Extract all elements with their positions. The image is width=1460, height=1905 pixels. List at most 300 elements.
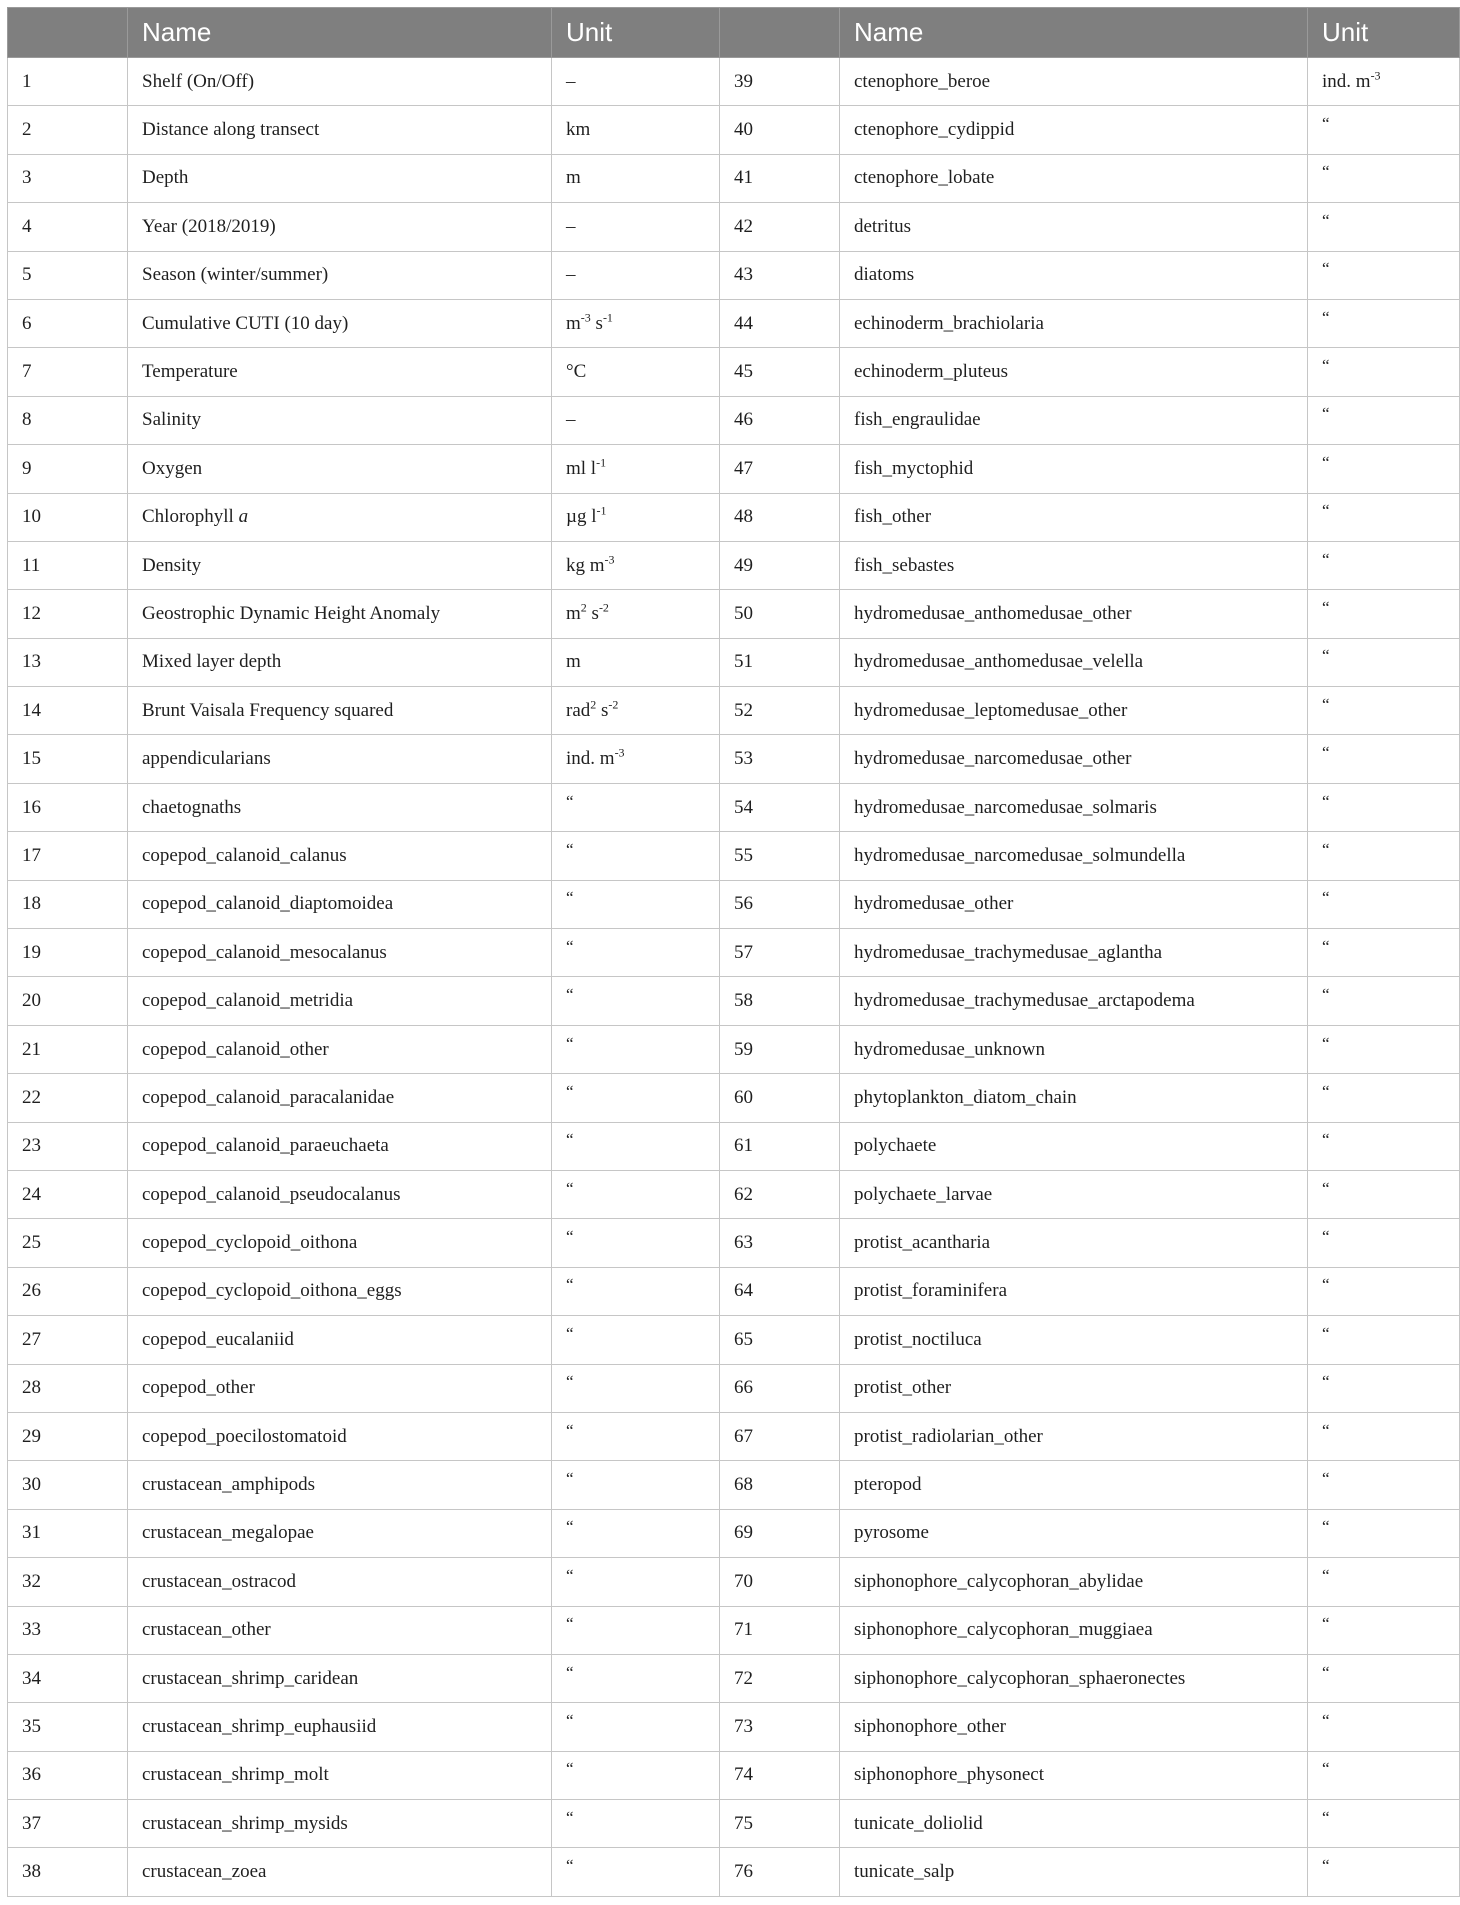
row-index-right: 39 <box>720 58 840 106</box>
variable-name-left <box>128 1848 552 1896</box>
variable-name-right <box>840 1122 1308 1170</box>
variable-name-text: detritus <box>854 215 911 237</box>
unit-superscript: -3 <box>580 310 591 325</box>
table-row <box>8 1364 1460 1412</box>
variable-name-text: copepod_calanoid_metridia <box>142 990 354 1012</box>
variable-name-right <box>840 1267 1308 1315</box>
variable-name-text: Distance along transect <box>142 119 320 141</box>
variable-unit-right <box>1308 1267 1460 1315</box>
unit-text: “ <box>1322 1372 1330 1392</box>
row-index-left: 3 <box>8 154 128 202</box>
variable-unit-right <box>1308 1558 1460 1606</box>
variable-unit-left <box>552 880 720 928</box>
variables-table-container <box>7 7 1459 1897</box>
variable-name-left <box>128 638 552 686</box>
unit-text: “ <box>1322 888 1330 908</box>
variable-name-text: ctenophore_cydippid <box>854 119 1015 141</box>
variable-name-text: siphonophore_other <box>854 1715 1006 1737</box>
variable-name-text: ctenophore_lobate <box>854 167 995 189</box>
variable-name-text: crustacean_shrimp_mysids <box>142 1812 348 1834</box>
unit-text: km <box>566 119 591 141</box>
variable-unit-left <box>552 977 720 1025</box>
variable-unit-right <box>1308 590 1460 638</box>
variable-name-right <box>840 1170 1308 1218</box>
table-row <box>8 445 1460 493</box>
variable-name-left <box>128 348 552 396</box>
row-index-left: 7 <box>8 348 128 396</box>
variable-name-text: copepod_calanoid_diaptomoidea <box>142 893 394 915</box>
row-index-right: 44 <box>720 299 840 347</box>
row-index-right: 76 <box>720 1848 840 1896</box>
variable-name-left <box>128 1025 552 1073</box>
variable-unit-right <box>1308 1703 1460 1751</box>
unit-text: “ <box>566 1178 574 1198</box>
variable-name-text: crustacean_zoea <box>142 1861 267 1883</box>
row-index-left: 28 <box>8 1364 128 1412</box>
variable-name-left <box>128 1122 552 1170</box>
variable-name-right <box>840 1074 1308 1122</box>
table-row <box>8 1606 1460 1654</box>
variable-name-text: hydromedusae_anthomedusae_velella <box>854 651 1144 673</box>
variable-unit-left <box>552 832 720 880</box>
row-index-left: 20 <box>8 977 128 1025</box>
unit-superscript: 2 <box>580 600 587 615</box>
variable-name-text: copepod_calanoid_mesocalanus <box>142 941 387 963</box>
variable-unit-right <box>1308 1800 1460 1848</box>
variable-name-right <box>840 1509 1308 1557</box>
variable-unit-right <box>1308 106 1460 154</box>
variable-name-right <box>840 396 1308 444</box>
variable-unit-right <box>1308 687 1460 735</box>
variable-name-left <box>128 493 552 541</box>
variable-name-text: Year (2018/2019) <box>142 215 276 237</box>
table-row <box>8 1219 1460 1267</box>
row-index-left: 33 <box>8 1606 128 1654</box>
unit-text: “ <box>1322 1033 1330 1053</box>
variable-unit-left <box>552 58 720 106</box>
variable-name-left <box>128 590 552 638</box>
table-row <box>8 493 1460 541</box>
unit-text: “ <box>1322 1565 1330 1585</box>
row-index-right: 48 <box>720 493 840 541</box>
variable-name-right <box>840 1751 1308 1799</box>
variable-unit-right <box>1308 348 1460 396</box>
variable-unit-left <box>552 1558 720 1606</box>
variable-name-text: protist_acantharia <box>854 1232 991 1254</box>
variable-name-right <box>840 541 1308 589</box>
row-index-left: 6 <box>8 299 128 347</box>
variable-name-right <box>840 445 1308 493</box>
variable-name-text: echinoderm_brachiolaria <box>854 312 1044 334</box>
variable-name-left <box>128 541 552 589</box>
row-index-left: 37 <box>8 1800 128 1848</box>
variable-name-left <box>128 1267 552 1315</box>
row-index-right: 55 <box>720 832 840 880</box>
variable-name-left <box>128 1170 552 1218</box>
unit-text: kg m <box>566 554 605 576</box>
variable-name-text: siphonophore_physonect <box>854 1764 1044 1786</box>
row-index-left: 15 <box>8 735 128 783</box>
variable-name-left <box>128 832 552 880</box>
variable-unit-left <box>552 445 720 493</box>
variable-unit-right <box>1308 638 1460 686</box>
variable-name-text: copepod_calanoid_paracalanidae <box>142 1086 395 1108</box>
table-row <box>8 299 1460 347</box>
table-row <box>8 1267 1460 1315</box>
table-row <box>8 1461 1460 1509</box>
unit-text: “ <box>566 936 574 956</box>
row-index-left: 38 <box>8 1848 128 1896</box>
row-index-right: 40 <box>720 106 840 154</box>
unit-text: m <box>566 312 581 334</box>
variable-unit-left <box>552 541 720 589</box>
variable-unit-left <box>552 1800 720 1848</box>
variable-name-left <box>128 929 552 977</box>
unit-text: ml l <box>566 457 597 479</box>
variable-name-text: copepod_calanoid_pseudocalanus <box>142 1183 401 1205</box>
variable-name-text: Mixed layer depth <box>142 651 282 673</box>
row-index-right: 52 <box>720 687 840 735</box>
unit-text: “ <box>1322 452 1330 472</box>
variable-name-right <box>840 1316 1308 1364</box>
row-index-left: 31 <box>8 1509 128 1557</box>
row-index-left: 24 <box>8 1170 128 1218</box>
table-row <box>8 541 1460 589</box>
header-index-right <box>720 8 840 58</box>
variable-unit-left <box>552 590 720 638</box>
row-index-left: 23 <box>8 1122 128 1170</box>
variable-name-text: fish_sebastes <box>854 554 955 576</box>
variable-name-text: ctenophore_beroe <box>854 70 991 92</box>
variable-unit-left <box>552 106 720 154</box>
variable-name-text: pyrosome <box>854 1522 929 1544</box>
variable-name-right <box>840 1606 1308 1654</box>
unit-text: “ <box>566 1856 574 1876</box>
variable-name-text: hydromedusae_narcomedusae_solmaris <box>854 796 1157 818</box>
variable-name-right <box>840 1848 1308 1896</box>
unit-text: “ <box>566 1275 574 1295</box>
variable-name-text: siphonophore_calycophoran_abylidae <box>854 1570 1144 1592</box>
unit-text: “ <box>566 791 574 811</box>
variable-unit-left <box>552 1848 720 1896</box>
row-index-right: 58 <box>720 977 840 1025</box>
variable-unit-right <box>1308 1461 1460 1509</box>
row-index-left: 22 <box>8 1074 128 1122</box>
table-row <box>8 1122 1460 1170</box>
variable-name-right <box>840 154 1308 202</box>
variable-unit-left <box>552 1412 720 1460</box>
unit-text: “ <box>1322 1081 1330 1101</box>
variable-unit-left <box>552 1461 720 1509</box>
variable-unit-right <box>1308 1074 1460 1122</box>
row-index-left: 11 <box>8 541 128 589</box>
variable-name-text: protist_noctiluca <box>854 1328 982 1350</box>
unit-superscript: 2 <box>590 697 597 712</box>
variable-name-right <box>840 1800 1308 1848</box>
variable-name-text: hydromedusae_anthomedusae_other <box>854 602 1132 624</box>
unit-superscript-2: -2 <box>598 600 609 615</box>
variable-name-text: phytoplankton_diatom_chain <box>854 1086 1077 1108</box>
unit-superscript: -3 <box>614 745 625 760</box>
unit-text: – <box>566 409 576 431</box>
unit-text: “ <box>566 1420 574 1440</box>
row-index-right: 49 <box>720 541 840 589</box>
row-index-left: 1 <box>8 58 128 106</box>
unit-text: “ <box>1322 1323 1330 1343</box>
row-index-right: 75 <box>720 1800 840 1848</box>
unit-text: “ <box>1322 1710 1330 1730</box>
unit-text: “ <box>566 1710 574 1730</box>
table-body <box>8 58 1460 1897</box>
variable-name-text: diatoms <box>854 264 915 286</box>
row-index-left: 2 <box>8 106 128 154</box>
variable-name-text: crustacean_amphipods <box>142 1474 316 1496</box>
variable-unit-right <box>1308 493 1460 541</box>
unit-superscript-2: -1 <box>602 310 613 325</box>
variable-name-text: polychaete <box>854 1135 937 1157</box>
row-index-right: 54 <box>720 783 840 831</box>
table-header-row <box>8 8 1460 58</box>
unit-text: “ <box>1322 1614 1330 1634</box>
variable-name-left <box>128 1364 552 1412</box>
variable-name-italic: a <box>238 506 249 528</box>
variable-name-text: tunicate_salp <box>854 1861 955 1883</box>
variable-name-text: crustacean_shrimp_molt <box>142 1764 329 1786</box>
unit-superscript: -1 <box>596 455 607 470</box>
row-index-right: 41 <box>720 154 840 202</box>
variable-name-right <box>840 348 1308 396</box>
table-row <box>8 977 1460 1025</box>
unit-text: “ <box>1322 1130 1330 1150</box>
unit-text: “ <box>1322 936 1330 956</box>
unit-text: “ <box>566 1130 574 1150</box>
table-row <box>8 1412 1460 1460</box>
row-index-left: 14 <box>8 687 128 735</box>
unit-superscript: -1 <box>596 503 607 518</box>
row-index-left: 4 <box>8 203 128 251</box>
table-row <box>8 1558 1460 1606</box>
table-row <box>8 783 1460 831</box>
variable-unit-right <box>1308 1509 1460 1557</box>
row-index-right: 42 <box>720 203 840 251</box>
variable-name-left <box>128 735 552 783</box>
table-row <box>8 1751 1460 1799</box>
variable-name-left <box>128 880 552 928</box>
row-index-left: 29 <box>8 1412 128 1460</box>
unit-text: “ <box>566 1081 574 1101</box>
header-unit-right: Unit <box>1308 8 1460 58</box>
variable-unit-right <box>1308 880 1460 928</box>
unit-text: “ <box>1322 1759 1330 1779</box>
variable-unit-left <box>552 251 720 299</box>
variable-name-text: polychaete_larvae <box>854 1183 993 1205</box>
unit-text: “ <box>566 1372 574 1392</box>
row-index-right: 73 <box>720 1703 840 1751</box>
variable-unit-right <box>1308 58 1460 106</box>
table-row <box>8 154 1460 202</box>
table-row <box>8 687 1460 735</box>
variable-unit-right <box>1308 299 1460 347</box>
table-row <box>8 590 1460 638</box>
variable-name-text: hydromedusae_trachymedusae_aglantha <box>854 941 1163 963</box>
variable-name-right <box>840 929 1308 977</box>
row-index-left: 12 <box>8 590 128 638</box>
variable-name-left <box>128 783 552 831</box>
unit-text-2: s <box>596 699 609 721</box>
unit-text: “ <box>566 1033 574 1053</box>
variable-unit-left <box>552 1025 720 1073</box>
unit-text: “ <box>566 839 574 859</box>
row-index-left: 32 <box>8 1558 128 1606</box>
header-name-left: Name <box>128 8 552 58</box>
variable-unit-left <box>552 1703 720 1751</box>
variable-name-left <box>128 1509 552 1557</box>
variable-name-text: hydromedusae_narcomedusae_other <box>854 748 1132 770</box>
variable-unit-right <box>1308 1025 1460 1073</box>
variable-name-left <box>128 396 552 444</box>
unit-text-2: s <box>590 312 603 334</box>
variable-name-text: copepod_poecilostomatoid <box>142 1425 347 1447</box>
variable-name-text: Season (winter/summer) <box>142 264 329 286</box>
variable-name-left <box>128 203 552 251</box>
variable-name-text: siphonophore_calycophoran_muggiaea <box>854 1619 1153 1641</box>
variable-unit-left <box>552 783 720 831</box>
variable-name-right <box>840 687 1308 735</box>
row-index-right: 50 <box>720 590 840 638</box>
variable-name-left <box>128 251 552 299</box>
variable-unit-left <box>552 493 720 541</box>
variable-name-text: copepod_calanoid_calanus <box>142 844 347 866</box>
variable-name-text: crustacean_shrimp_caridean <box>142 1667 359 1689</box>
unit-text: °C <box>566 361 587 383</box>
unit-text: “ <box>1322 1227 1330 1247</box>
variable-name-left <box>128 1800 552 1848</box>
row-index-right: 69 <box>720 1509 840 1557</box>
variable-name-left <box>128 58 552 106</box>
variable-name-text: pteropod <box>854 1474 922 1496</box>
variable-unit-right <box>1308 396 1460 444</box>
variable-name-left <box>128 106 552 154</box>
unit-text-2: s <box>586 602 599 624</box>
unit-text: “ <box>566 1565 574 1585</box>
row-index-right: 62 <box>720 1170 840 1218</box>
variable-name-right <box>840 1025 1308 1073</box>
variable-name-left <box>128 1316 552 1364</box>
row-index-left: 21 <box>8 1025 128 1073</box>
unit-text: “ <box>566 1662 574 1682</box>
row-index-right: 72 <box>720 1654 840 1702</box>
variable-name-right <box>840 977 1308 1025</box>
variables-table <box>7 7 1460 1897</box>
unit-text: rad <box>566 699 591 721</box>
row-index-left: 26 <box>8 1267 128 1315</box>
variable-unit-left <box>552 1219 720 1267</box>
variable-name-left <box>128 1219 552 1267</box>
table-row <box>8 396 1460 444</box>
unit-text: “ <box>1322 307 1330 327</box>
table-row <box>8 1316 1460 1364</box>
row-index-right: 67 <box>720 1412 840 1460</box>
row-index-left: 30 <box>8 1461 128 1509</box>
row-index-right: 53 <box>720 735 840 783</box>
unit-text: “ <box>1322 694 1330 714</box>
variable-unit-left <box>552 154 720 202</box>
row-index-left: 8 <box>8 396 128 444</box>
variable-name-text: Oxygen <box>142 457 203 479</box>
row-index-right: 46 <box>720 396 840 444</box>
variable-unit-left <box>552 1751 720 1799</box>
table-row <box>8 348 1460 396</box>
row-index-right: 63 <box>720 1219 840 1267</box>
table-row <box>8 203 1460 251</box>
variable-name-left <box>128 1654 552 1702</box>
variable-name-right <box>840 1412 1308 1460</box>
unit-superscript: -3 <box>1370 68 1381 83</box>
unit-text: m <box>566 602 581 624</box>
unit-text: “ <box>1322 646 1330 666</box>
unit-text: “ <box>1322 1178 1330 1198</box>
unit-text: “ <box>566 1469 574 1489</box>
variable-name-left <box>128 1461 552 1509</box>
unit-text: “ <box>566 1227 574 1247</box>
variable-name-text: Depth <box>142 167 189 189</box>
variable-unit-right <box>1308 1170 1460 1218</box>
variable-unit-left <box>552 735 720 783</box>
unit-text: – <box>566 215 576 237</box>
variable-name-right <box>840 1364 1308 1412</box>
unit-text: “ <box>566 1323 574 1343</box>
row-index-left: 9 <box>8 445 128 493</box>
unit-text: “ <box>1322 597 1330 617</box>
row-index-left: 19 <box>8 929 128 977</box>
variable-unit-right <box>1308 1122 1460 1170</box>
unit-text: “ <box>566 985 574 1005</box>
variable-name-text: Geostrophic Dynamic Height Anomaly <box>142 602 441 624</box>
variable-name-text: crustacean_megalopae <box>142 1522 314 1544</box>
table-row <box>8 1025 1460 1073</box>
unit-text: “ <box>1322 114 1330 134</box>
table-row <box>8 1509 1460 1557</box>
table-row <box>8 1800 1460 1848</box>
variable-unit-right <box>1308 251 1460 299</box>
header-index-left <box>8 8 128 58</box>
unit-text: “ <box>1322 1420 1330 1440</box>
variable-name-text: crustacean_other <box>142 1619 271 1641</box>
row-index-left: 18 <box>8 880 128 928</box>
row-index-right: 51 <box>720 638 840 686</box>
row-index-right: 43 <box>720 251 840 299</box>
table-row <box>8 1654 1460 1702</box>
unit-text: m <box>566 651 581 673</box>
variable-name-text: fish_myctophid <box>854 457 974 479</box>
variable-unit-left <box>552 1267 720 1315</box>
row-index-left: 27 <box>8 1316 128 1364</box>
table-row <box>8 1848 1460 1896</box>
row-index-left: 16 <box>8 783 128 831</box>
variable-unit-right <box>1308 1412 1460 1460</box>
variable-name-text: copepod_calanoid_other <box>142 1038 329 1060</box>
variable-name-text: hydromedusae_other <box>854 893 1014 915</box>
unit-superscript: -3 <box>604 552 615 567</box>
row-index-right: 60 <box>720 1074 840 1122</box>
unit-text: “ <box>1322 743 1330 763</box>
table-row <box>8 251 1460 299</box>
row-index-right: 66 <box>720 1364 840 1412</box>
variable-name-text: tunicate_doliolid <box>854 1812 983 1834</box>
unit-text: “ <box>1322 501 1330 521</box>
variable-name-text: Brunt Vaisala Frequency squared <box>142 699 394 721</box>
variable-unit-left <box>552 1170 720 1218</box>
